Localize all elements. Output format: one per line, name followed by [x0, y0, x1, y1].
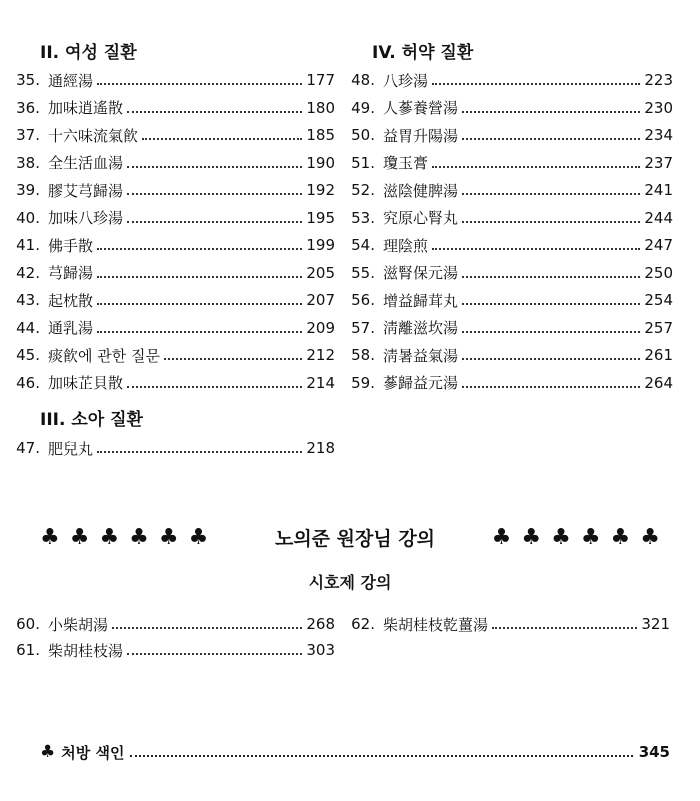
- entry-number: 49.: [351, 98, 375, 117]
- toc-entry[interactable]: [0, 96, 335, 120]
- entry-title: 肥兒丸: [48, 439, 94, 458]
- toc-entry[interactable]: [0, 178, 335, 202]
- entry-page: 214: [306, 373, 335, 392]
- dot-leader: [127, 193, 302, 195]
- dot-leader: [432, 166, 640, 168]
- entry-title: 瓊玉膏: [383, 154, 429, 172]
- entry-number: 59.: [351, 373, 375, 392]
- toc-entry[interactable]: [335, 261, 673, 285]
- dot-leader: [112, 627, 302, 629]
- entry-page: 218: [306, 439, 335, 457]
- lecture-header: [40, 522, 670, 552]
- entry-title: 十六味流氣飮: [48, 126, 139, 145]
- toc-entry[interactable]: [335, 96, 673, 120]
- entry-page: 254: [644, 291, 673, 309]
- section-title-deficiency: IV. 허약 질환: [372, 43, 474, 63]
- entry-page: 230: [644, 98, 673, 117]
- entry-title: 淸離滋坎湯: [383, 319, 459, 337]
- entry-title: 理陰煎: [383, 236, 429, 255]
- entry-number: 44.: [16, 318, 40, 337]
- toc-entry[interactable]: [335, 68, 673, 92]
- entry-title: 通經湯: [48, 71, 94, 90]
- entry-title: 八珍湯: [383, 71, 429, 90]
- entry-title: 究原心腎丸: [383, 209, 459, 227]
- entry-page: 244: [644, 208, 673, 227]
- dot-leader: [97, 451, 302, 453]
- club-icon-row-left: ♣♣♣♣♣♣: [40, 524, 219, 550]
- entry-page: 185: [306, 126, 335, 144]
- entry-page: 321: [641, 615, 670, 633]
- entry-number: 56.: [351, 291, 375, 309]
- entry-title: 加味八珍湯: [48, 209, 124, 227]
- entry-number: 40.: [16, 208, 40, 227]
- entry-number: 39.: [16, 181, 40, 199]
- entry-number: 36.: [16, 98, 40, 117]
- entry-number: 42.: [16, 263, 40, 282]
- toc-entry[interactable]: [335, 233, 673, 257]
- entry-title: 人蔘養營湯: [383, 99, 459, 117]
- entry-page: 261: [644, 346, 673, 364]
- entry-title: 小柴胡湯: [48, 615, 109, 634]
- entry-number: 51.: [351, 153, 375, 172]
- dot-leader: [462, 193, 640, 195]
- entry-number: 38.: [16, 153, 40, 172]
- dot-leader: [127, 166, 302, 168]
- entry-title: 柴胡桂枝湯: [48, 641, 124, 660]
- dot-leader: [97, 276, 302, 278]
- entry-page: 234: [644, 126, 673, 144]
- toc-entry[interactable]: [335, 206, 673, 230]
- dot-leader: [142, 138, 302, 140]
- section-title-children: III. 소아 질환: [40, 410, 143, 430]
- dot-leader: [97, 331, 302, 333]
- club-icon: ♣: [40, 742, 56, 762]
- dot-leader: [97, 83, 302, 85]
- entry-page: 250: [644, 263, 673, 282]
- toc-entry[interactable]: [0, 123, 335, 147]
- entry-number: 55.: [351, 263, 375, 282]
- index-label: 처방 색인: [61, 743, 125, 762]
- entry-number: 43.: [16, 291, 40, 309]
- prescription-index-line[interactable]: [40, 740, 670, 764]
- toc-entry[interactable]: [0, 612, 335, 636]
- entry-number: 60.: [16, 615, 40, 633]
- entry-page: 268: [306, 615, 335, 633]
- toc-entry[interactable]: [335, 612, 670, 636]
- dot-leader: [164, 358, 302, 360]
- toc-entry[interactable]: [0, 343, 335, 367]
- entry-title: 膠艾芎歸湯: [48, 181, 124, 200]
- dot-leader: [97, 303, 302, 305]
- entry-title: 全生活血湯: [48, 154, 124, 172]
- toc-entry[interactable]: [335, 316, 673, 340]
- entry-title: 柴胡桂枝乾薑湯: [383, 615, 489, 634]
- entry-page: 209: [306, 318, 335, 337]
- entry-number: 41.: [16, 236, 40, 254]
- toc-entry[interactable]: [335, 151, 673, 175]
- dot-leader: [97, 248, 302, 250]
- toc-entry[interactable]: [0, 206, 335, 230]
- dot-leader: [462, 303, 640, 305]
- entry-number: 58.: [351, 346, 375, 364]
- section-title-women: II. 여성 질환: [40, 43, 137, 63]
- toc-entry[interactable]: [0, 68, 335, 92]
- entry-page: 180: [306, 98, 335, 117]
- entry-title: 滋陰健脾湯: [383, 181, 459, 200]
- dot-leader: [127, 111, 302, 113]
- dot-leader: [432, 248, 640, 250]
- dot-leader: [462, 111, 640, 113]
- entry-number: 46.: [16, 373, 40, 392]
- dot-leader: [462, 331, 640, 333]
- toc-entry[interactable]: [0, 233, 335, 257]
- entry-number: 61.: [16, 641, 40, 659]
- entry-page: 303: [306, 641, 335, 659]
- entry-number: 52.: [351, 181, 375, 199]
- toc-entry[interactable]: [0, 638, 335, 662]
- entry-page: 205: [306, 263, 335, 282]
- entry-number: 48.: [351, 71, 375, 89]
- entry-page: 195: [306, 208, 335, 227]
- entry-number: 47.: [16, 439, 40, 457]
- entry-title: 痰飮에 관한 질문: [48, 346, 160, 365]
- entry-title: 通乳湯: [48, 319, 94, 337]
- toc-entry[interactable]: [0, 371, 335, 395]
- dot-leader: [462, 276, 640, 278]
- entry-page: 190: [306, 153, 335, 172]
- entry-page: 223: [644, 71, 673, 89]
- club-icon-row-right: ♣♣♣♣♣♣: [491, 524, 670, 550]
- toc-entry[interactable]: [0, 151, 335, 175]
- entry-number: 54.: [351, 236, 375, 254]
- entry-page: 264: [644, 373, 673, 392]
- entry-number: 35.: [16, 71, 40, 89]
- toc-entry[interactable]: [335, 123, 673, 147]
- entry-page: 237: [644, 153, 673, 172]
- entry-title: 增益歸茸丸: [383, 291, 459, 310]
- dot-leader: [462, 358, 640, 360]
- toc-entry[interactable]: [0, 288, 335, 312]
- entry-number: 53.: [351, 208, 375, 227]
- lecture-subtitle: 시호제 강의: [308, 573, 392, 592]
- entry-title: 加味芷貝散: [48, 374, 124, 392]
- entry-number: 62.: [351, 615, 375, 633]
- dot-leader: [127, 386, 302, 388]
- entry-page: 212: [306, 346, 335, 364]
- dot-leader: [127, 221, 302, 223]
- entry-title: 加味逍遙散: [48, 99, 124, 117]
- toc-entry[interactable]: [335, 288, 673, 312]
- dot-leader: [462, 138, 640, 140]
- dot-leader: [127, 653, 302, 655]
- entry-number: 57.: [351, 318, 375, 337]
- entry-title: 起枕散: [48, 291, 94, 310]
- entry-page: 241: [644, 181, 673, 199]
- toc-entry[interactable]: [335, 371, 673, 395]
- entry-title: 蔘歸益元湯: [383, 374, 459, 392]
- entry-page: 207: [306, 291, 335, 309]
- toc-entry[interactable]: [0, 261, 335, 285]
- toc-entry[interactable]: [335, 343, 673, 367]
- dot-leader: [432, 83, 640, 85]
- lecture-title: 노의준 원장님 강의: [274, 527, 436, 550]
- toc-entry[interactable]: [335, 178, 673, 202]
- toc-entry[interactable]: [0, 316, 335, 340]
- entry-title: 芎歸湯: [48, 264, 94, 282]
- entry-number: 37.: [16, 126, 40, 144]
- entry-page: 247: [644, 236, 673, 254]
- entry-page: 192: [306, 181, 335, 199]
- entry-number: 45.: [16, 346, 40, 364]
- dot-leader: [462, 221, 640, 223]
- entry-page: 177: [306, 71, 335, 89]
- toc-entry[interactable]: [0, 436, 335, 460]
- dot-leader: [492, 627, 637, 629]
- dot-leader: [462, 386, 640, 388]
- index-page: 345: [638, 743, 670, 761]
- dot-leader: [130, 755, 632, 757]
- entry-title: 益胃升陽湯: [383, 126, 459, 145]
- entry-number: 50.: [351, 126, 375, 144]
- entry-page: 199: [306, 236, 335, 254]
- entry-title: 佛手散: [48, 236, 94, 255]
- entry-title: 淸暑益氣湯: [383, 346, 459, 365]
- entry-page: 257: [644, 318, 673, 337]
- entry-title: 滋腎保元湯: [383, 264, 459, 282]
